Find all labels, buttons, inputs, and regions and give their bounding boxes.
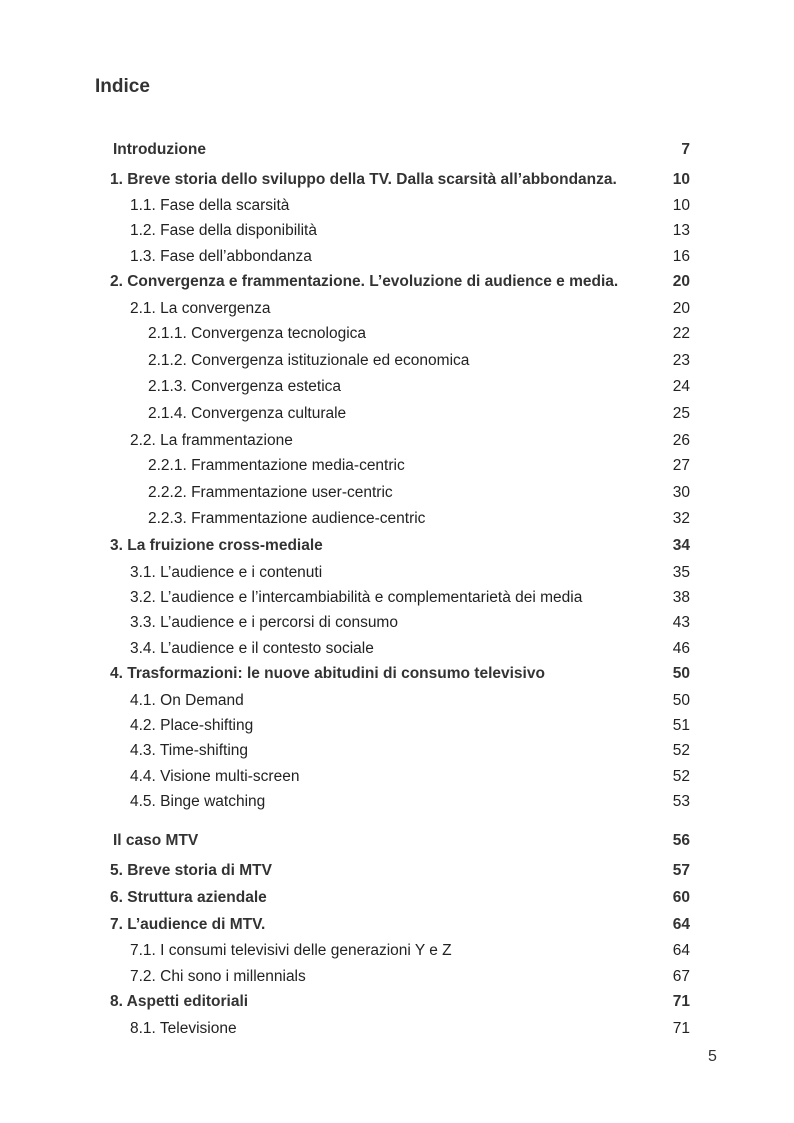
toc-entry-page: 51 <box>672 717 690 734</box>
toc-entry-title: 5. Breve storia di MTV <box>110 862 272 879</box>
toc-entry-page: 24 <box>672 378 690 395</box>
toc-entry-page: 20 <box>672 273 690 290</box>
toc-entry-page: 34 <box>672 537 690 554</box>
toc-entry <box>110 992 690 1012</box>
toc-entry <box>110 272 690 292</box>
toc-entry-page: 35 <box>672 564 690 581</box>
toc-entry-page: 60 <box>672 889 690 906</box>
toc-entry-title: 4.2. Place-shifting <box>130 717 254 734</box>
toc-entry-title: 7. L’audience di MTV. <box>110 916 266 933</box>
toc-entry <box>113 140 690 160</box>
toc-entry-title: 7.2. Chi sono i millennials <box>130 968 306 985</box>
toc-entry <box>148 351 690 371</box>
toc-entry-page: 22 <box>672 325 690 342</box>
toc-entry-title: 3.2. L’audience e l’intercambiabilità e complementarietà dei media <box>130 589 583 606</box>
toc-entry-title: 2.1.1. Convergenza tecnologica <box>148 325 367 342</box>
toc-entry-title: 4.4. Visione multi-screen <box>130 768 300 785</box>
toc-entry-page: 52 <box>672 742 690 759</box>
toc-entry <box>130 691 690 711</box>
toc-entry-title: 2.1. La convergenza <box>130 300 271 317</box>
toc-entry <box>130 431 690 451</box>
toc-entry-title: 3. La fruizione cross-mediale <box>110 537 323 554</box>
toc-entry-title: 4.5. Binge watching <box>130 793 266 810</box>
toc-entry <box>130 716 690 736</box>
toc-entry-page: 7 <box>681 141 690 158</box>
toc-entry-page: 64 <box>672 916 690 933</box>
toc-entry-title: 4.3. Time-shifting <box>130 742 249 759</box>
toc-entry-page: 52 <box>672 768 690 785</box>
toc-entry-page: 13 <box>672 222 690 239</box>
toc-entry-title: 2.1.2. Convergenza istituzionale ed economica <box>148 352 470 369</box>
toc-entry-page: 23 <box>672 352 690 369</box>
toc-entry-title: Il caso MTV <box>113 832 199 849</box>
toc-entry <box>110 664 690 684</box>
toc-entry-page: 32 <box>672 510 690 527</box>
toc-entry-page: 71 <box>672 993 690 1010</box>
toc-entry <box>130 221 690 241</box>
toc-entry-page: 20 <box>672 300 690 317</box>
toc-entry <box>148 483 690 503</box>
toc-entry-title: 1.1. Fase della scarsità <box>130 197 290 214</box>
toc-entry <box>110 915 690 935</box>
toc-entry-title: 8.1. Televisione <box>130 1020 237 1037</box>
toc-entry-title: 1.3. Fase dell’abbondanza <box>130 248 312 265</box>
toc-entry-page: 57 <box>672 862 690 879</box>
toc-entry-title: 2.2.1. Frammentazione media-centric <box>148 457 405 474</box>
toc-entry <box>130 741 690 761</box>
toc-entry-page: 10 <box>672 171 690 188</box>
toc-entry <box>110 170 690 190</box>
toc-entry-page: 50 <box>672 692 690 709</box>
toc-entry-page: 43 <box>672 614 690 631</box>
toc-entry-page: 53 <box>672 793 690 810</box>
toc-entry <box>130 792 690 812</box>
toc-entry-title: 1.2. Fase della disponibilità <box>130 222 317 239</box>
toc-entry-title: 8. Aspetti editoriali <box>110 993 249 1010</box>
toc-entry <box>110 536 690 556</box>
toc-entry-title: 2.2.2. Frammentazione user-centric <box>148 484 393 501</box>
toc-entry-page: 71 <box>672 1020 690 1037</box>
toc-entry-title: 1. Breve storia dello sviluppo della TV. Dalla scarsità all’abbondanza. <box>110 171 617 188</box>
toc-entry-page: 56 <box>672 832 690 849</box>
toc-entry-page: 38 <box>672 589 690 606</box>
toc-entry-page: 50 <box>672 665 690 682</box>
page-title: Indice <box>95 76 150 97</box>
toc-entry <box>130 613 690 633</box>
toc-entry-page: 16 <box>672 248 690 265</box>
toc-entry-title: 2.1.4. Convergenza culturale <box>148 405 347 422</box>
page-number: 5 <box>708 1048 717 1065</box>
toc-entry <box>110 888 690 908</box>
toc-entry-page: 64 <box>672 942 690 959</box>
toc-entry <box>130 588 690 608</box>
toc-entry <box>130 767 690 787</box>
toc-entry-title: 3.3. L’audience e i percorsi di consumo <box>130 614 398 631</box>
toc-entry-page: 27 <box>672 457 690 474</box>
toc-entry-title: 6. Struttura aziendale <box>110 889 267 906</box>
toc-entry-title: 2.1.3. Convergenza estetica <box>148 378 342 395</box>
toc-entry <box>130 196 690 216</box>
toc-entry-page: 46 <box>672 640 690 657</box>
toc-entry-title: 7.1. I consumi televisivi delle generazioni Y e Z <box>130 942 452 959</box>
toc-entry-title: 4. Trasformazioni: le nuove abitudini di consumo televisivo <box>110 665 545 682</box>
toc-entry <box>148 509 690 529</box>
toc-entry <box>148 324 690 344</box>
toc-entry <box>130 1019 690 1039</box>
toc-entry <box>113 831 690 851</box>
toc-entry-title: 2. Convergenza e frammentazione. L’evoluzione di audience e media. <box>110 273 619 290</box>
toc-entry-title: 2.2. La frammentazione <box>130 432 293 449</box>
toc-entry <box>148 456 690 476</box>
toc-entry <box>130 967 690 987</box>
toc-entry-page: 25 <box>672 405 690 422</box>
toc-entry-title: 3.1. L’audience e i contenuti <box>130 564 323 581</box>
toc-entry <box>130 247 690 267</box>
toc-entry-page: 67 <box>672 968 690 985</box>
toc-entry-page: 10 <box>672 197 690 214</box>
toc-entry <box>130 299 690 319</box>
toc-entry-title: 3.4. L’audience e il contesto sociale <box>130 640 374 657</box>
toc-entry <box>130 639 690 659</box>
toc-entry <box>148 404 690 424</box>
toc-entry <box>110 861 690 881</box>
toc-entry-page: 30 <box>672 484 690 501</box>
toc-entry-title: 4.1. On Demand <box>130 692 244 709</box>
toc-entry-page: 26 <box>672 432 690 449</box>
toc-entry <box>130 563 690 583</box>
toc-entry-title: Introduzione <box>113 141 206 158</box>
toc-entry <box>130 941 690 961</box>
toc-entry-title: 2.2.3. Frammentazione audience-centric <box>148 510 426 527</box>
toc-entry <box>148 377 690 397</box>
